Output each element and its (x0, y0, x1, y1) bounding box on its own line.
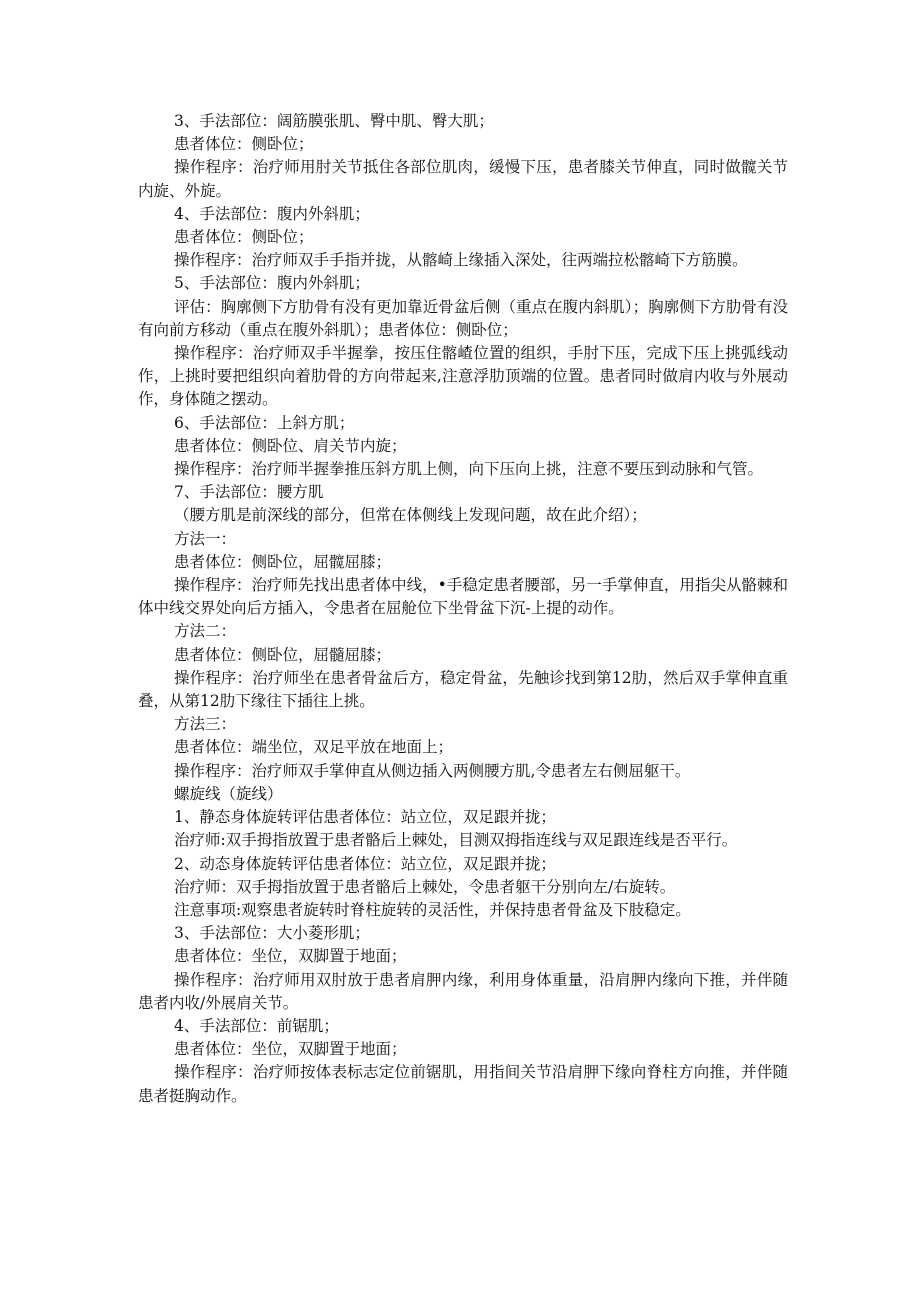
paragraph: 患者体位：侧卧位； (174, 228, 314, 247)
paragraph: 5、手法部位：腹内外斜肌； (174, 274, 370, 293)
paragraph: 7、手法部位：腰方肌 (174, 483, 324, 502)
paragraph: 操作程序：治疗师双手手指并拢，从髂崎上缘插入深处，往两端拉松髂崎下方筋膜。 (174, 251, 748, 270)
paragraph: 方法三： (174, 715, 237, 734)
paragraph: 1、静态身体旋转评估患者体位：站立位，双足跟并拢； (174, 808, 556, 827)
paragraph: 操作程序：治疗师用双肘放于患者肩胛内缘，利用身体重量，沿肩胛内缘向下推，并伴随患者内收/外展肩关节。 (138, 970, 788, 1012)
paragraph: 治疗师:双手拇指放置于患者骼后上棘处，目测双拇指连线与双足跟连线是否平行。 (174, 831, 738, 850)
paragraph: 患者体位：侧卧位、肩关节内旋； (174, 436, 407, 455)
paragraph: 评估：胸廓侧下方肋骨有没有更加靠近骨盆后侧（重点在腹内斜肌）；胸廓侧下方肋骨有没有向前方移动（重点在腹外斜肌）；患者体位：侧卧位； (138, 297, 788, 339)
paragraph: 方法一： (174, 529, 237, 548)
paragraph: 4、手法部位：前锯肌； (174, 1016, 339, 1035)
paragraph: 患者体位：坐位，双脚置于地面； (174, 1040, 407, 1059)
paragraph: 患者体位：侧卧位，屈髋屈膝； (174, 552, 392, 571)
document-body (138, 110, 788, 1108)
paragraph: 4、手法部位：腹内外斜肌； (174, 204, 370, 223)
paragraph: 操作程序：治疗师坐在患者骨盆后方，稳定骨盆，先触诊找到第12肋，然后双手掌伸直重叠，从第12肋下缘往下插往上挑。 (138, 668, 788, 711)
paragraph: 患者体位：坐位，双脚置于地面； (174, 947, 407, 966)
paragraph: 操作程序：治疗师半握拳推压斜方肌上侧，向下压向上挑，注意不要压到动脉和气管。 (174, 460, 764, 479)
paragraph: 方法二： (174, 622, 237, 641)
paragraph: 操作程序：治疗师双手掌伸直从侧边插入两侧腰方肌,令患者左右侧屈躯干。 (174, 761, 691, 780)
paragraph: 患者体位：端坐位，双足平放在地面上； (174, 738, 454, 757)
paragraph: 患者体位：侧卧位； (174, 135, 314, 154)
paragraph: 操作程序：治疗师先找出患者体中线，•手稳定患者腰部，另一手掌伸直，用指尖从骼棘和体中线交界处向后方插入，令患者在屈舱位下坐骨盆下沉-上提的动作。 (138, 576, 788, 618)
paragraph: 操作程序：治疗师双手半握拳，按压住髂嵖位置的组织，手肘下压，完成下压上挑弧线动作，上挑时要把组织向着肋骨的方向带起来,注意浮肋顶端的位置。患者同时做肩内收与外展动作，身体随之摆动。 (138, 344, 788, 409)
paragraph: 2、动态身体旋转评估患者体位：站立位，双足跟并拢； (174, 854, 556, 873)
paragraph: 患者体位：侧卧位，屈髓屈膝； (174, 645, 392, 664)
paragraph: 6、手法部位：上斜方肌； (174, 413, 355, 432)
paragraph: 注意事项:观察患者旋转时脊柱旋转的灵活性，并保持患者骨盆及下肢稳定。 (174, 900, 691, 919)
paragraph: 3、手法部位：大小菱形肌； (174, 924, 370, 943)
paragraph: （腰方肌是前深线的部分，但常在体侧线上发现问题，故在此介绍）； (174, 506, 647, 525)
paragraph: 操作程序：治疗师用肘关节抵住各部位肌肉，缓慢下压，患者膝关节伸直，同时做髋关节内旋、外旋。 (138, 158, 788, 200)
paragraph: 3、手法部位：阔筋膜张肌、臀中肌、臀大肌； (174, 112, 494, 130)
section-heading: 螺旋线（旋线） (174, 784, 283, 803)
paragraph: 操作程序：治疗师按体表标志定位前锯肌，用指间关节沿肩胛下缘向脊柱方向推，并伴随患者挺胸动作。 (138, 1063, 788, 1105)
paragraph: 治疗师：双手拇指放置于患者骼后上棘处，令患者躯干分别向左/右旋转。 (174, 877, 676, 896)
